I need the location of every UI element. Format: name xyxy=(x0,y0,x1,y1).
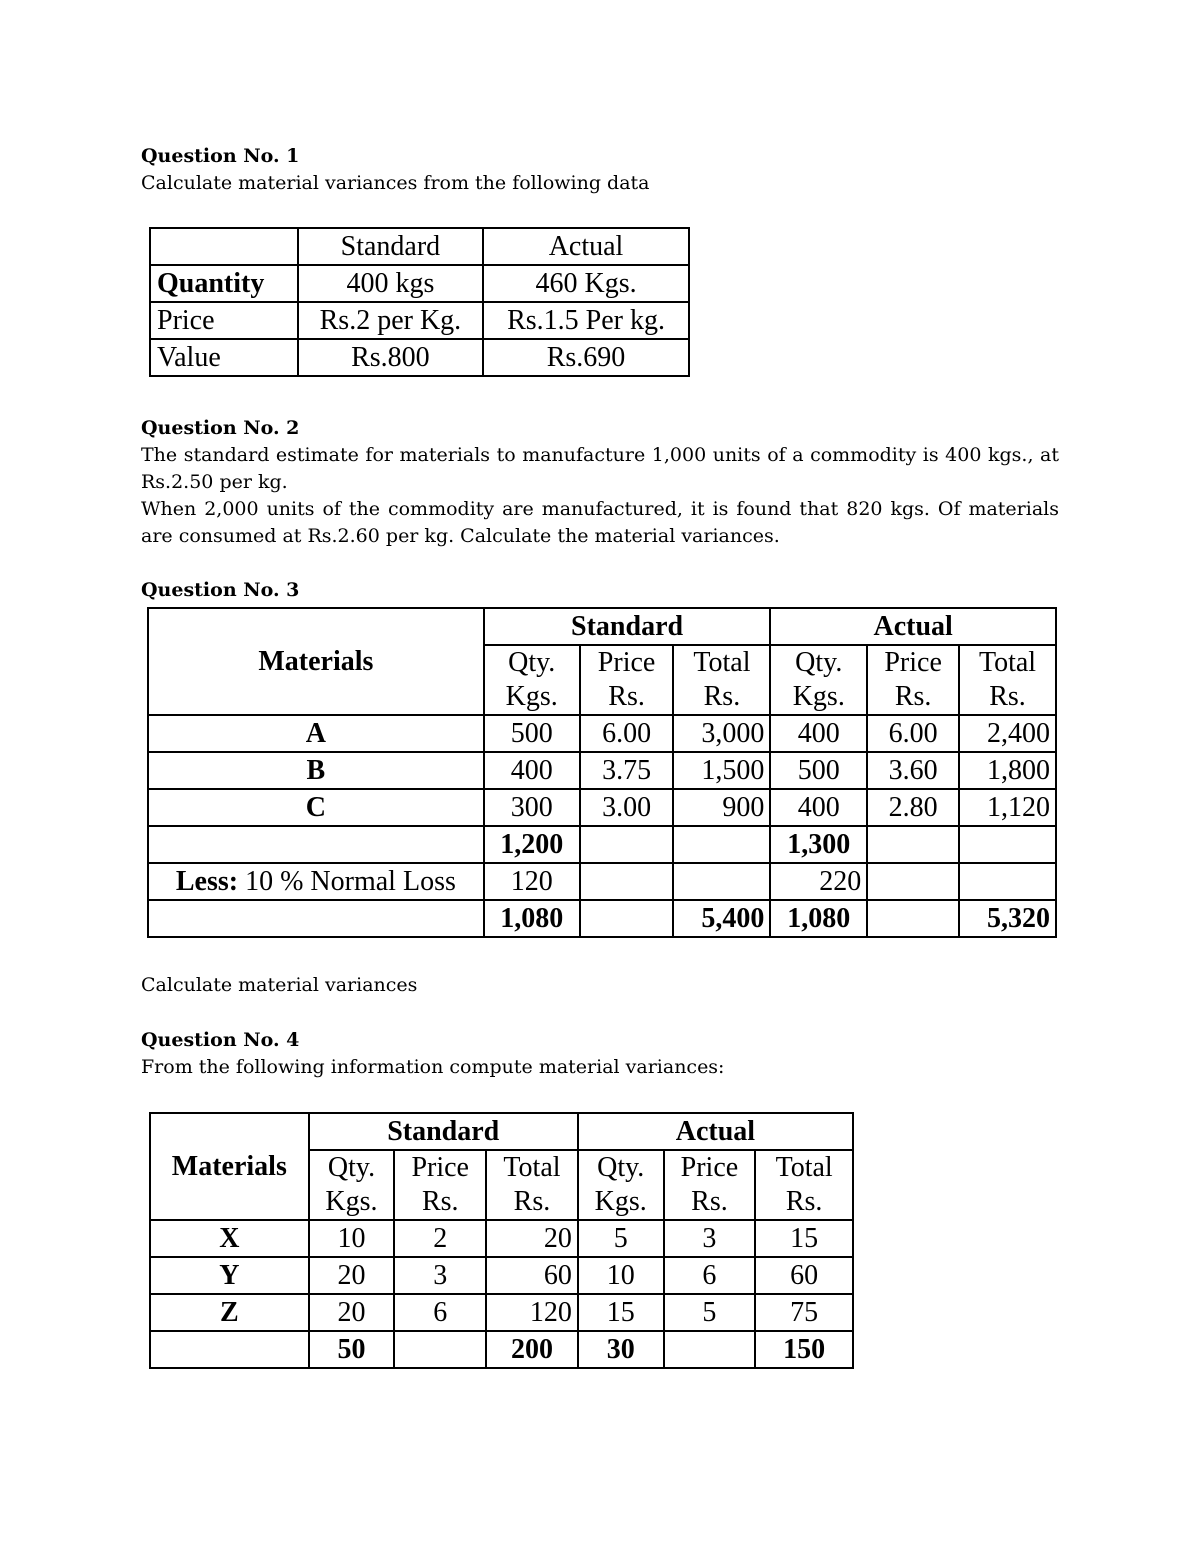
q2-heading: Question No. 2 xyxy=(141,417,300,439)
q3-cell: 5,320 xyxy=(959,900,1056,937)
q3-actual-header: Actual xyxy=(770,608,1056,645)
q1-cell: Rs.690 xyxy=(483,339,689,376)
q1-row-label: Price xyxy=(150,302,298,339)
q3-cell: 3.00 xyxy=(580,789,674,826)
q2-paragraph-1: The standard estimate for materials to manufacture 1,000 units of a commodity is 400 kgs., at Rs.2.50 per kg. xyxy=(141,444,1059,493)
q3-cell: 1,800 xyxy=(959,752,1056,789)
q3-sub-price: Price xyxy=(597,647,656,678)
q4-cell: 6 xyxy=(664,1257,756,1294)
q3-sub-header xyxy=(484,645,580,715)
q4-cell: 2 xyxy=(394,1220,486,1257)
q4-table xyxy=(149,1112,854,1369)
q4-sub-rs: Rs. xyxy=(691,1186,728,1217)
q3-empty-cell xyxy=(673,863,770,900)
q4-sub-header xyxy=(486,1150,578,1220)
q4-sub-header xyxy=(394,1150,486,1220)
q3-empty-cell xyxy=(959,863,1056,900)
q1-col-standard: Standard xyxy=(298,228,483,265)
q4-sub-rs: Rs. xyxy=(421,1186,459,1217)
q3-sub-header xyxy=(580,645,674,715)
q4-sub-header xyxy=(755,1150,853,1220)
q3-cell: 500 xyxy=(484,715,580,752)
q1-col-actual: Actual xyxy=(483,228,689,265)
q3-empty-cell xyxy=(148,900,484,937)
q4-cell: 50 xyxy=(309,1331,395,1368)
q3-materials-header: Materials xyxy=(148,608,484,715)
q3-footer-text: Calculate material variances xyxy=(141,974,418,996)
table-row xyxy=(148,715,1056,752)
q3-cell: 900 xyxy=(673,789,770,826)
table-row xyxy=(148,826,1056,863)
table-row xyxy=(150,228,689,265)
q4-standard-header: Standard xyxy=(309,1113,578,1150)
q3-cell: 5,400 xyxy=(673,900,770,937)
q4-cell: 30 xyxy=(578,1331,664,1368)
q3-sub-rs: Rs. xyxy=(989,681,1026,712)
q3-empty-cell xyxy=(580,863,674,900)
q4-sub-price: Price xyxy=(411,1152,469,1183)
q3-cell: 220 xyxy=(770,863,867,900)
q3-cell: 1,500 xyxy=(673,752,770,789)
q4-cell: 120 xyxy=(486,1294,578,1331)
q3-sub-header xyxy=(770,645,867,715)
q1-text: Calculate material variances from the following data xyxy=(141,172,650,194)
q3-loss-less: Less: xyxy=(175,866,239,897)
q4-cell: 10 xyxy=(578,1257,664,1294)
q4-sub-header xyxy=(578,1150,664,1220)
q4-materials-header: Materials xyxy=(150,1113,309,1220)
q4-sub-total: Total xyxy=(775,1152,833,1183)
q3-cell: 400 xyxy=(484,752,580,789)
q4-cell: 3 xyxy=(664,1220,756,1257)
q4-cell: 15 xyxy=(755,1220,853,1257)
q1-cell: Rs.1.5 Per kg. xyxy=(483,302,689,339)
q3-sub-rs: Rs. xyxy=(703,681,741,712)
q4-sub-total: Total xyxy=(503,1152,561,1183)
q3-cell: 2,400 xyxy=(959,715,1056,752)
table-row xyxy=(148,863,1056,900)
q4-sub-qty: Qty. xyxy=(327,1152,376,1183)
q4-heading: Question No. 4 xyxy=(141,1029,300,1051)
q3-empty-cell xyxy=(867,863,959,900)
q4-actual-header: Actual xyxy=(578,1113,853,1150)
q3-cell: 400 xyxy=(770,789,867,826)
q3-cell: 500 xyxy=(770,752,867,789)
q3-cell: 6.00 xyxy=(867,715,959,752)
q3-heading: Question No. 3 xyxy=(141,579,300,601)
table-row xyxy=(150,339,689,376)
q3-cell: 1,200 xyxy=(484,826,580,863)
q4-cell: 150 xyxy=(755,1331,853,1368)
q1-cell: 460 Kgs. xyxy=(483,265,689,302)
q3-sub-kgs: Kgs. xyxy=(505,681,558,712)
q3-empty-cell xyxy=(867,900,959,937)
q1-cell: Rs.2 per Kg. xyxy=(298,302,483,339)
table-row xyxy=(150,1113,853,1150)
q4-cell: 5 xyxy=(578,1220,664,1257)
q3-table xyxy=(147,607,1057,938)
q3-cell: 1,300 xyxy=(770,826,867,863)
q3-cell: 300 xyxy=(484,789,580,826)
table-row xyxy=(150,302,689,339)
q3-sub-rs: Rs. xyxy=(894,681,932,712)
q3-material: B xyxy=(148,752,484,789)
q4-empty-cell xyxy=(150,1331,309,1368)
q1-row-label: Value xyxy=(150,339,298,376)
table-row xyxy=(148,789,1056,826)
table-row xyxy=(150,1257,853,1294)
q3-sub-kgs: Kgs. xyxy=(792,681,845,712)
q4-material: X xyxy=(150,1220,309,1257)
table-row xyxy=(150,1220,853,1257)
q3-sub-rs: Rs. xyxy=(608,681,645,712)
q4-cell: 10 xyxy=(309,1220,395,1257)
q3-empty-cell xyxy=(673,826,770,863)
q3-cell: 400 xyxy=(770,715,867,752)
q3-empty-cell xyxy=(580,826,674,863)
q3-cell: 2.80 xyxy=(867,789,959,826)
q4-cell: 60 xyxy=(755,1257,853,1294)
q4-empty-cell xyxy=(664,1331,756,1368)
q1-corner-cell xyxy=(150,228,298,265)
q4-sub-rs: Rs. xyxy=(513,1186,551,1217)
q1-row-label: Quantity xyxy=(150,265,298,302)
q3-cell: 1,120 xyxy=(959,789,1056,826)
q4-material: Y xyxy=(150,1257,309,1294)
q3-sub-header xyxy=(867,645,959,715)
table-row xyxy=(150,265,689,302)
q4-sub-qty: Qty. xyxy=(597,1152,645,1183)
q2-paragraph-2: When 2,000 units of the commodity are manufactured, it is found that 820 kgs. Of materials are consumed at Rs.2.60 per kg. Calculate the material variances. xyxy=(141,498,1059,547)
q4-sub-header xyxy=(664,1150,756,1220)
table-row xyxy=(150,1331,853,1368)
q3-sub-price: Price xyxy=(884,647,942,678)
q1-cell: Rs.800 xyxy=(298,339,483,376)
q4-sub-kgs: Kgs. xyxy=(325,1186,378,1217)
q4-cell: 20 xyxy=(309,1257,395,1294)
q4-cell: 20 xyxy=(309,1294,395,1331)
q3-sub-qty: Qty. xyxy=(795,647,843,678)
q3-cell: 120 xyxy=(484,863,580,900)
q3-sub-total: Total xyxy=(693,647,751,678)
q3-material: C xyxy=(148,789,484,826)
q3-sub-header xyxy=(673,645,770,715)
table-row xyxy=(148,752,1056,789)
q4-cell: 15 xyxy=(578,1294,664,1331)
q3-empty-cell xyxy=(580,900,674,937)
q4-text: From the following information compute material variances: xyxy=(141,1056,725,1078)
q3-loss-text: 10 % Normal Loss xyxy=(238,866,456,897)
q3-cell: 3.60 xyxy=(867,752,959,789)
q3-standard-header: Standard xyxy=(484,608,771,645)
q3-sub-header xyxy=(959,645,1056,715)
table-row xyxy=(148,608,1056,645)
q3-cell: 1,080 xyxy=(484,900,580,937)
q1-cell: 400 kgs xyxy=(298,265,483,302)
q3-cell: 6.00 xyxy=(580,715,674,752)
q1-table xyxy=(149,227,690,377)
q4-sub-header xyxy=(309,1150,395,1220)
q3-cell: 3,000 xyxy=(673,715,770,752)
q4-sub-rs: Rs. xyxy=(785,1186,823,1217)
q3-sub-qty: Qty. xyxy=(508,647,556,678)
q4-sub-price: Price xyxy=(680,1152,739,1183)
q3-material: A xyxy=(148,715,484,752)
q3-empty-cell xyxy=(867,826,959,863)
q4-material: Z xyxy=(150,1294,309,1331)
q3-cell: 3.75 xyxy=(580,752,674,789)
q1-heading: Question No. 1 xyxy=(141,145,300,167)
table-row xyxy=(148,900,1056,937)
q4-cell: 200 xyxy=(486,1331,578,1368)
q4-cell: 20 xyxy=(486,1220,578,1257)
q4-empty-cell xyxy=(394,1331,486,1368)
q4-cell: 60 xyxy=(486,1257,578,1294)
q4-cell: 5 xyxy=(664,1294,756,1331)
q3-loss-label xyxy=(148,863,484,900)
q4-cell: 6 xyxy=(394,1294,486,1331)
q4-cell: 3 xyxy=(394,1257,486,1294)
q4-cell: 75 xyxy=(755,1294,853,1331)
q3-cell: 1,080 xyxy=(770,900,867,937)
q3-empty-cell xyxy=(148,826,484,863)
table-row xyxy=(150,1294,853,1331)
q3-empty-cell xyxy=(959,826,1056,863)
q4-sub-kgs: Kgs. xyxy=(594,1186,647,1217)
q3-sub-total: Total xyxy=(978,647,1037,678)
